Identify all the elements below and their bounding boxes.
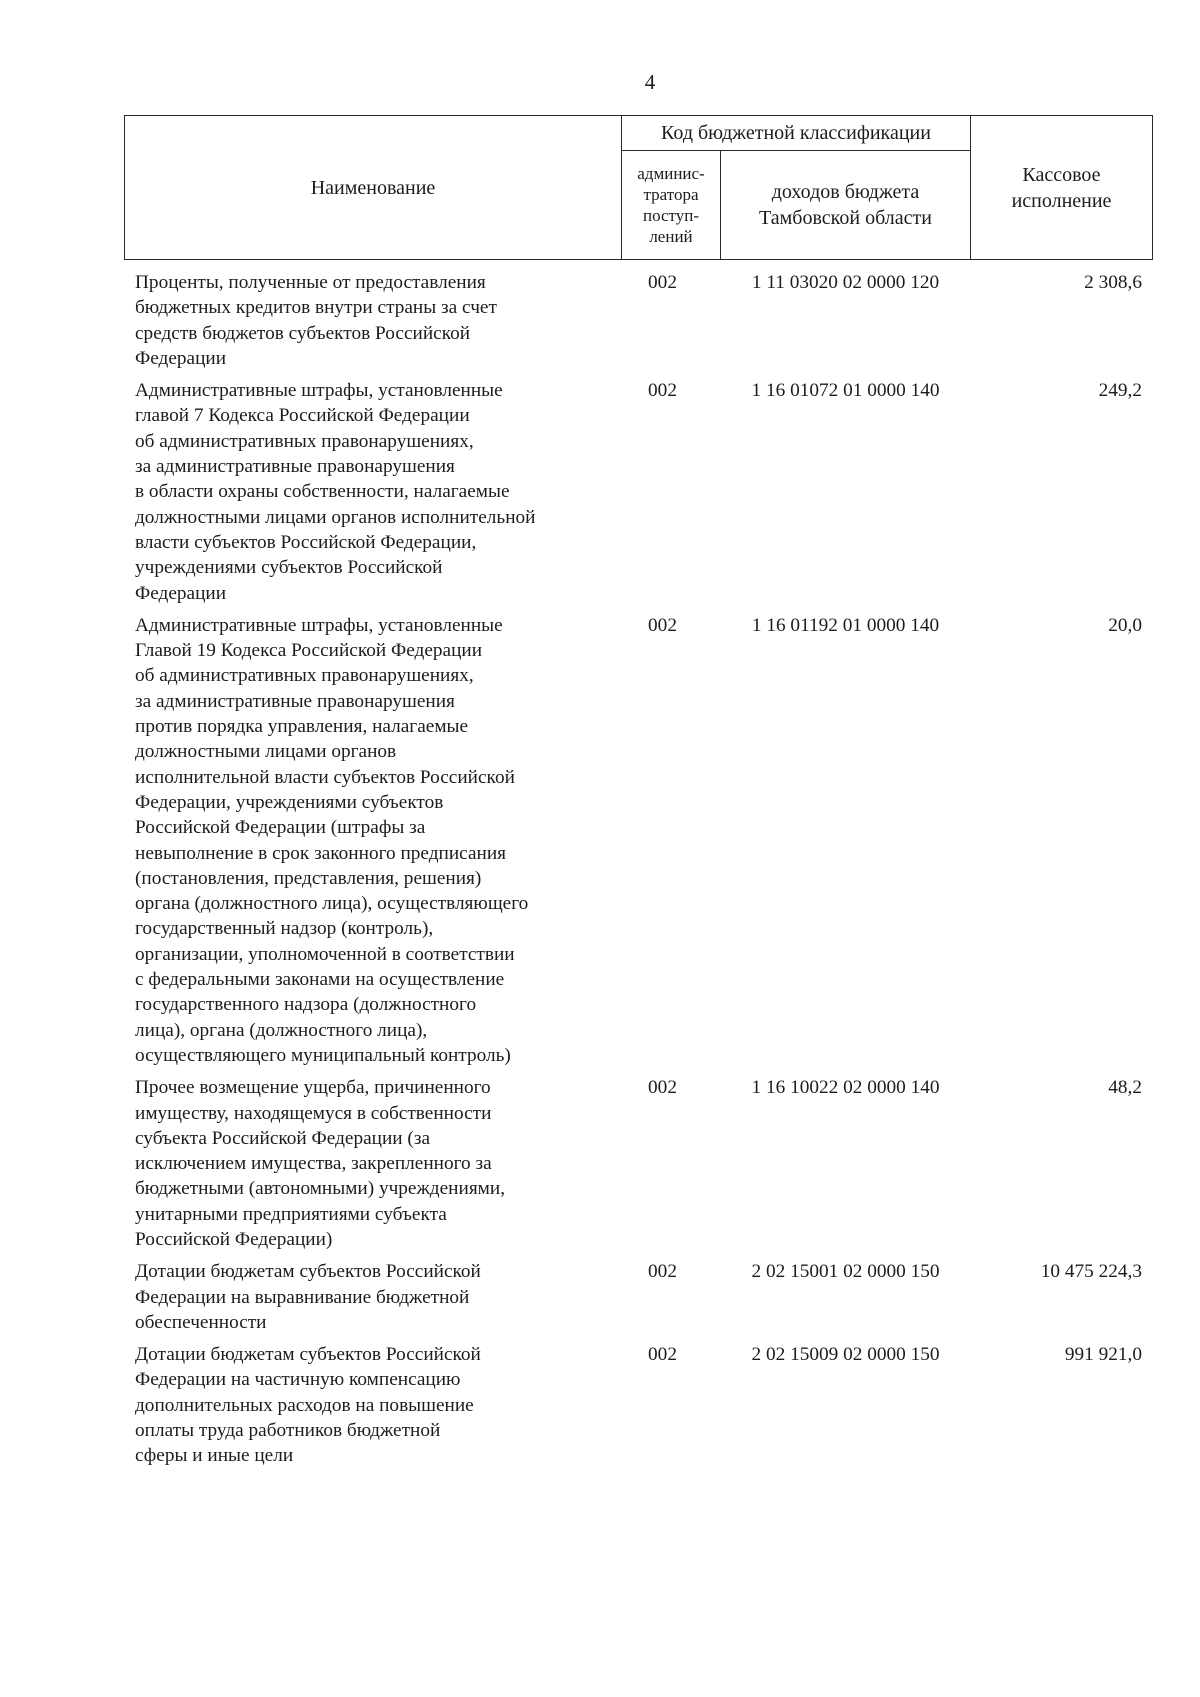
row-amount: 10 475 224,3	[1040, 1261, 1142, 1283]
row-amount: 2 308,6	[1084, 272, 1142, 293]
header-execution-line: Кассовое	[1022, 163, 1101, 186]
table-row	[124, 613, 1152, 1068]
row-admin-code: 002	[648, 1344, 677, 1366]
row-classification-code: 2 02 15001 02 0000 150	[751, 1261, 940, 1283]
header-admin-line: админис-	[637, 164, 705, 183]
table-row	[124, 1259, 1152, 1335]
table-body	[124, 270, 1152, 1469]
row-classification-code: 1 16 01072 01 0000 140	[751, 380, 940, 402]
row-admin-code: 002	[648, 1077, 677, 1099]
row-amount: 249,2	[1098, 380, 1142, 402]
header-admin-line: поступ-	[642, 206, 700, 225]
row-name: Дотации бюджетам субъектов Российской Федерации на выравнивание бюджетной обеспеченности	[135, 1261, 481, 1333]
page-number: 4	[644, 70, 656, 94]
header-execution-column	[971, 116, 1153, 260]
header-execution-line: исполнение	[1011, 189, 1112, 212]
row-classification-code: 1 16 01192 01 0000 140	[751, 614, 940, 636]
row-name: Прочее возмещение ущерба, причиненного имуществу, находящемуся в собственности субъекта Российской Федерации (за исключением имущества, закрепленного за бюджетными (автономными) учреждениями, унитарными предприятиями субъекта Российской Федерации)	[135, 1077, 506, 1250]
table-row	[124, 378, 1152, 606]
row-classification-code: 2 02 15009 02 0000 150	[751, 1344, 940, 1366]
row-amount: 48,2	[1108, 1077, 1142, 1099]
table-row	[124, 270, 1152, 371]
row-classification-code: 1 11 03020 02 0000 120	[751, 272, 940, 293]
row-admin-code: 002	[648, 272, 677, 293]
row-name: Административные штрафы, установленные Главой 19 Кодекса Российской Федерации об административных правонарушениях, за административные правонарушения против порядка управления, налагаемые должностными лицами органов исполнительной власти субъектов Российской Федерации, учреждениями субъектов Российской Федерации (штрафы за невыполнение в срок законного предписания (постановления, представления, решения) органа (должностного лица), осуществляющего государственный надзор (контроль), организации, уполномоченной в соответствии с федеральными законами на осуществление государственного надзора (должностного лица), органа (должностного лица), осуществляющего муниципальный контроль)	[135, 614, 529, 1066]
table-header	[124, 115, 1153, 260]
row-name: Проценты, полученные от предоставления бюджетных кредитов внутри страны за счет средств бюджетов субъектов Российской Федерации	[135, 272, 497, 369]
table-row	[124, 1075, 1152, 1252]
header-income-line: Тамбовской области	[759, 207, 932, 229]
row-classification-code: 1 16 10022 02 0000 140	[751, 1077, 940, 1099]
table-row	[124, 1342, 1152, 1468]
header-income-column	[721, 151, 971, 260]
header-admin-line: тратора	[643, 185, 699, 204]
header-income-line: доходов бюджета	[771, 181, 920, 203]
header-admin-column	[622, 151, 721, 260]
row-name: Административные штрафы, установленные главой 7 Кодекса Российской Федерации об административных правонарушениях, за административные правонарушения в области охраны собственности, налагаемые должностными лицами органов исполнительной власти субъектов Российской Федерации, учреждениями субъектов Российской Федерации	[135, 380, 536, 604]
row-name: Дотации бюджетам субъектов Российской Федерации на частичную компенсацию дополнительных расходов на повышение оплаты труда работников бюджетной сферы и иные цели	[135, 1344, 481, 1467]
header-name-column: Наименование	[125, 116, 622, 260]
row-amount: 991 921,0	[1064, 1344, 1142, 1366]
row-admin-code: 002	[648, 1261, 677, 1283]
row-admin-code: 002	[648, 614, 677, 636]
row-amount: 20,0	[1108, 614, 1142, 636]
header-admin-line: лений	[649, 227, 693, 246]
header-classification-group: Код бюджетной классификации	[622, 116, 971, 151]
row-admin-code: 002	[648, 380, 677, 402]
